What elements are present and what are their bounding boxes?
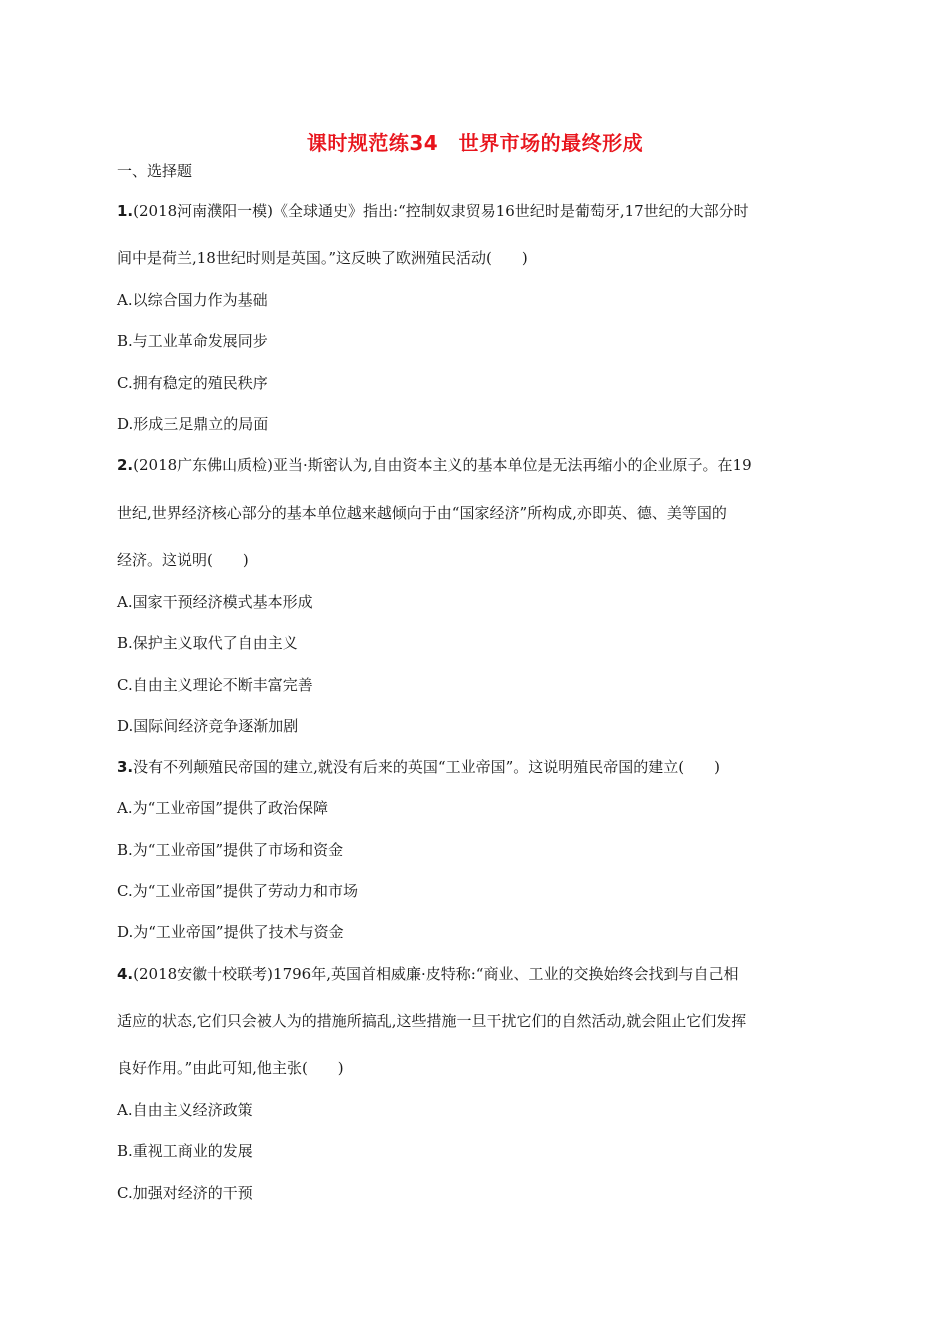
option-b: B.保护主义取代了自由主义	[117, 634, 298, 652]
option-a: A.以综合国力作为基础	[117, 291, 268, 309]
question-text: (2018广东佛山质检)亚当·斯密认为,自由资本主义的基本单位是无法再缩小的企业原子。在19	[133, 456, 752, 474]
section-heading: 一、选择题	[117, 162, 193, 180]
option-a: A.自由主义经济政策	[117, 1101, 253, 1119]
question-4-line-1	[117, 964, 738, 984]
question-text: 没有不列颠殖民帝国的建立,就没有后来的英国“工业帝国”。这说明殖民帝国的建立( )	[133, 758, 720, 776]
option-d: D.国际间经济竞争逐渐加剧	[117, 717, 299, 735]
page-title: 课时规范练34 世界市场的最终形成	[306, 131, 644, 155]
question-text: (2018安徽十校联考)1796年,英国首相威廉·皮特称:“商业、工业的交换始终会找到与自己相	[133, 965, 739, 983]
question-2-line-3: 经济。这说明( )	[117, 551, 249, 569]
option-a: A.国家干预经济模式基本形成	[117, 593, 313, 611]
option-c: C.为“工业帝国”提供了劳动力和市场	[117, 882, 359, 900]
option-c: C.加强对经济的干预	[117, 1184, 253, 1202]
option-d: D.形成三足鼎立的局面	[117, 415, 269, 433]
question-2-line-1	[117, 455, 752, 475]
question-number: 3.	[117, 758, 134, 776]
question-3-line-1	[117, 757, 720, 777]
option-b: B.与工业革命发展同步	[117, 332, 268, 350]
option-a: A.为“工业帝国”提供了政治保障	[117, 799, 328, 817]
question-1-line-1	[117, 201, 749, 221]
option-d: D.为“工业帝国”提供了技术与资金	[117, 923, 344, 941]
question-number: 1.	[117, 202, 134, 220]
question-2-line-2: 世纪,世界经济核心部分的基本单位越来越倾向于由“国家经济”所构成,亦即英、德、美等国的	[117, 504, 727, 522]
option-c: C.自由主义理论不断丰富完善	[117, 676, 313, 694]
question-text: (2018河南濮阳一模)《全球通史》指出:“控制奴隶贸易16世纪时是葡萄牙,17世纪的大部分时	[133, 202, 749, 220]
option-b: B.为“工业帝国”提供了市场和资金	[117, 841, 344, 859]
option-b: B.重视工商业的发展	[117, 1142, 253, 1160]
question-4-line-2: 适应的状态,它们只会被人为的措施所搞乱,这些措施一旦干扰它们的自然活动,就会阻止它们发挥	[117, 1012, 747, 1030]
question-number: 4.	[117, 965, 134, 983]
question-number: 2.	[117, 456, 134, 474]
option-c: C.拥有稳定的殖民秩序	[117, 374, 268, 392]
question-1-line-2: 间中是荷兰,18世纪时则是英国。”这反映了欧洲殖民活动( )	[117, 249, 528, 267]
question-4-line-3: 良好作用。”由此可知,他主张( )	[117, 1059, 344, 1077]
